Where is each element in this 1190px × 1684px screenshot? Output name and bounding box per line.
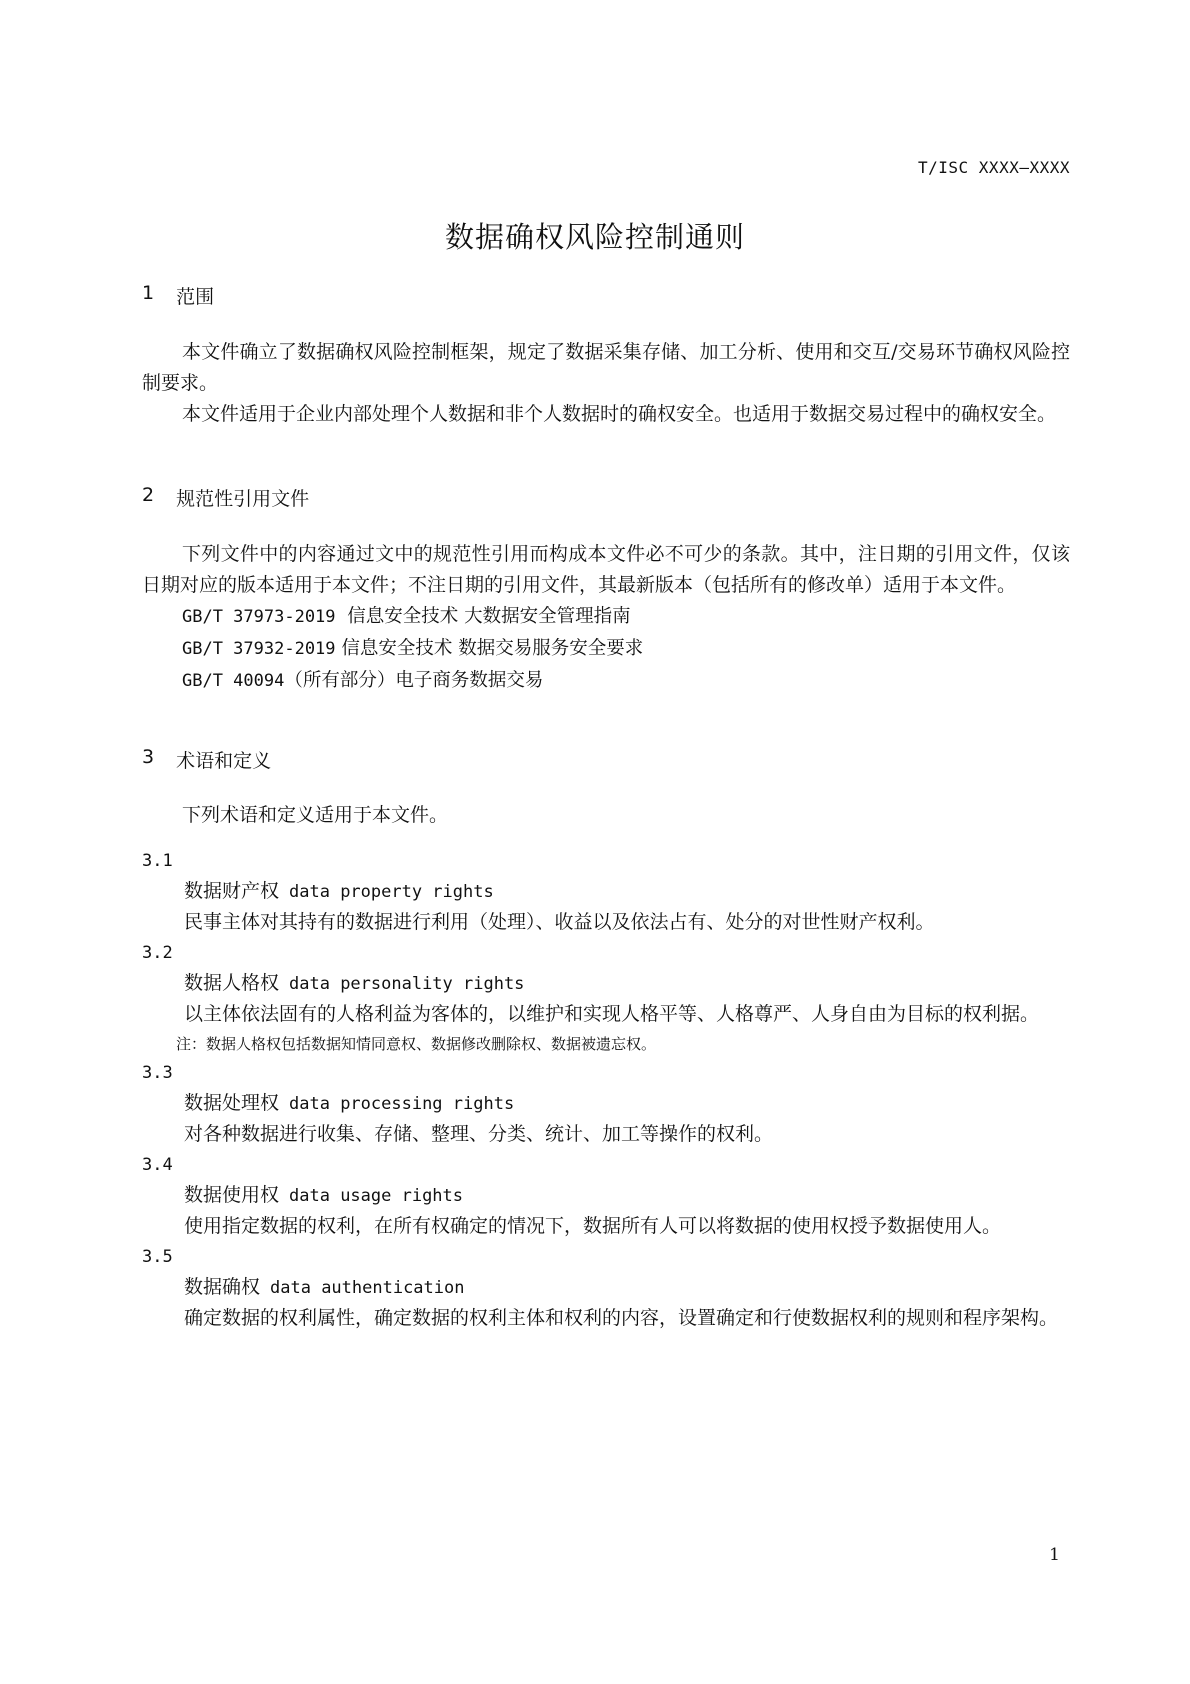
term-definition: 使用指定数据的权利，在所有权确定的情况下，数据所有人可以将数据的使用权授予数据使用人。 — [184, 1215, 1002, 1237]
term-name: 数据使用权 data usage rights — [184, 1184, 464, 1206]
document-title: 数据确权风险控制通则 — [444, 220, 745, 254]
term-entry — [142, 1242, 1070, 1334]
term-definition: 确定数据的权利属性，确定数据的权利主体和权利的内容，设置确定和行使数据权利的规则和程序架构。 — [184, 1307, 1059, 1329]
term-number: 3.3 — [142, 1063, 173, 1083]
section-title: 范围 — [176, 286, 215, 308]
term-number: 3.5 — [142, 1247, 173, 1267]
section-title: 术语和定义 — [176, 750, 272, 772]
section-2-body — [142, 539, 1070, 697]
term-name: 数据处理权 data processing rights — [184, 1092, 515, 1114]
section-number: 1 — [142, 282, 155, 304]
term-definition: 以主体依法固有的人格利益为客体的，以维护和实现人格平等、人格尊严、人身自由为目标的权利据。 — [184, 1003, 1040, 1025]
section-2-heading — [142, 484, 1070, 511]
section-title: 规范性引用文件 — [176, 488, 310, 510]
paragraph: 本文件适用于企业内部处理个人数据和非个人数据时的确权安全。也适用于数据交易过程中的确权安全。 — [182, 403, 1057, 425]
paragraph: 下列术语和定义适用于本文件。 — [182, 804, 449, 826]
terms-list — [142, 846, 1070, 1334]
term-definition: 对各种数据进行收集、存储、整理、分类、统计、加工等操作的权利。 — [184, 1123, 774, 1145]
term-name: 数据确权 data authentication — [184, 1276, 465, 1298]
term-name: 数据人格权 data personality rights — [184, 972, 525, 994]
section-1-body — [142, 337, 1070, 430]
section-3-heading — [142, 746, 1070, 773]
term-number: 3.2 — [142, 943, 173, 963]
term-entry — [142, 1058, 1070, 1150]
term-entry — [142, 846, 1070, 938]
document-code: T/ISC XXXX—XXXX — [918, 158, 1070, 177]
reference-item: GB/T 37932-2019 信息安全技术 数据交易服务安全要求 — [182, 638, 644, 659]
term-number: 3.1 — [142, 851, 173, 871]
reference-item: GB/T 37973-2019 信息安全技术 大数据安全管理指南 — [182, 606, 631, 627]
section-3-intro — [142, 800, 1070, 831]
term-number: 3.4 — [142, 1155, 173, 1175]
term-name: 数据财产权 data property rights — [184, 880, 494, 902]
page-number: 1 — [1049, 1545, 1060, 1565]
section-number: 2 — [142, 484, 155, 506]
term-entry — [142, 1150, 1070, 1242]
term-entry — [142, 938, 1070, 1058]
term-definition: 民事主体对其持有的数据进行利用（处理）、收益以及依法占有、处分的对世性财产权利。 — [184, 911, 935, 933]
term-note: 注：数据人格权包括数据知情同意权、数据修改删除权、数据被遗忘权。 — [176, 1035, 657, 1053]
section-1-heading — [142, 282, 1070, 309]
section-number: 3 — [142, 746, 155, 768]
reference-item: GB/T 40094（所有部分）电子商务数据交易 — [182, 670, 544, 691]
paragraph: 下列文件中的内容通过文中的规范性引用而构成本文件必不可少的条款。其中，注日期的引用文件，仅该日期对应的版本适用于本文件；不注日期的引用文件，其最新版本（包括所有的修改单）适用于本文件。 — [142, 543, 1070, 596]
paragraph: 本文件确立了数据确权风险控制框架，规定了数据采集存储、加工分析、使用和交互/交易环节确权风险控制要求。 — [142, 341, 1070, 394]
